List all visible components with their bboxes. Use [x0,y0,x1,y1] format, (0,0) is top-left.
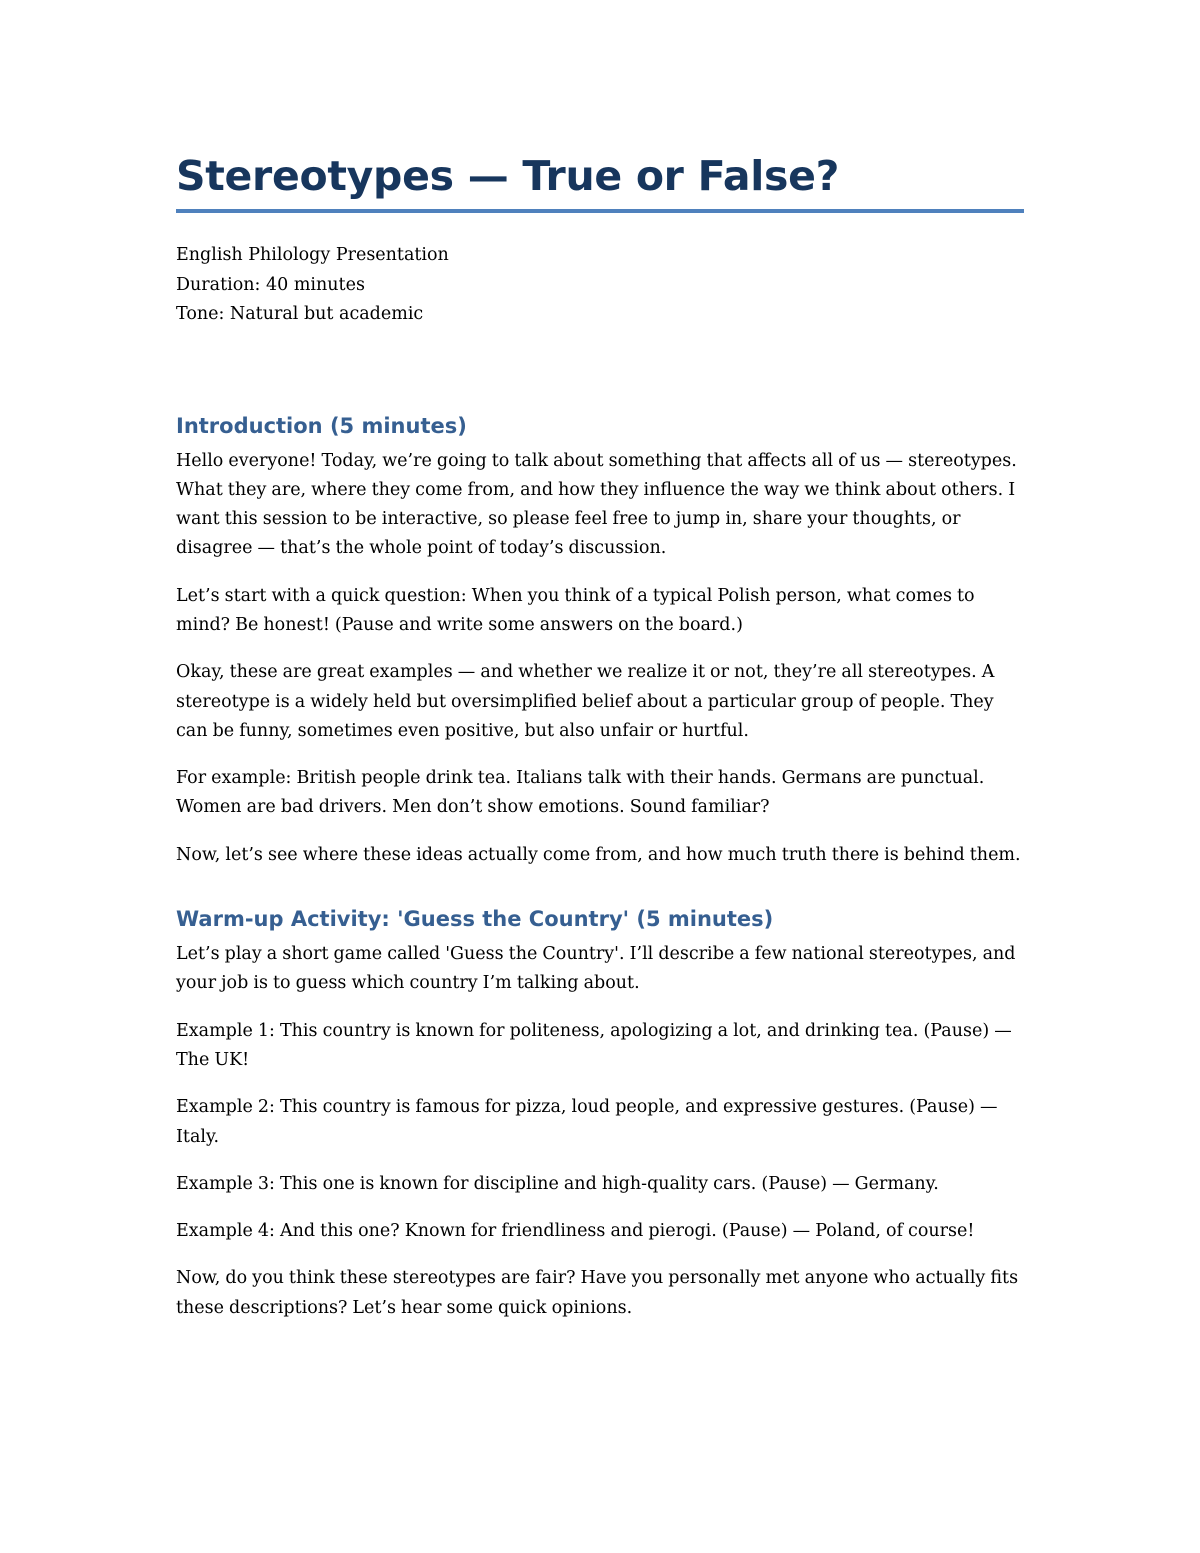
document-meta [176,241,1024,330]
paragraph: For example: British people drink tea. Italians talk with their hands. Germans are punctual. Women are bad drivers. Men don’t show emotions. Sound familiar? [176,768,985,818]
paragraph: Let’s start with a quick question: When you think of a typical Polish person, what comes to mind? Be honest! (Pause and write some answers on the board.) [176,585,975,635]
paragraph: Okay, these are great examples — and whether we realize it or not, they’re all stereotypes. A stereotype is a widely held but oversimplified belief about a particular group of people. They can be funny, sometimes even positive, but also unfair or hurtful. [176,662,995,741]
paragraph: Example 1: This country is known for politeness, apologizing a lot, and drinking tea. (Pause) — The UK! [176,1020,1012,1070]
meta-course: English Philology Presentation [176,245,449,265]
page-title: Stereotypes — True or False? [176,152,840,200]
meta-tone: Tone: Natural but academic [176,304,424,324]
paragraph: Now, let’s see where these ideas actually come from, and how much truth there is behind them. [176,844,1021,865]
title-divider [176,209,1024,213]
meta-duration: Duration: 40 minutes [176,274,365,295]
paragraph: Hello everyone! Today, we’re going to talk about something that affects all of us — stereotypes. What they are, where they come from, and how they influence the way we think about others. I want this session to be interactive, so please feel free to jump in, share your thoughts, or disagree — that’s the whole point of today’s discussion. [176,450,1017,559]
section-introduction [176,411,1024,871]
document-page [176,146,1024,1357]
paragraph: Example 2: This country is famous for pizza, loud people, and expressive gestures. (Pause) — Italy. [176,1097,998,1147]
section-heading: Warm-up Activity: 'Guess the Country' (5 minutes) [176,907,774,932]
section-heading: Introduction (5 minutes) [176,413,467,438]
section-warm-up-activity [176,904,1024,1323]
paragraph: Example 4: And this one? Known for friendliness and pierogi. (Pause) — Poland, of course! [176,1221,975,1242]
paragraph: Example 3: This one is known for discipline and high-quality cars. (Pause) — Germany. [176,1173,939,1194]
paragraph: Now, do you think these stereotypes are fair? Have you personally met anyone who actually fits these descriptions? Let’s hear some quick opinions. [176,1268,1019,1318]
paragraph: Let’s play a short game called 'Guess the Country'. I’ll describe a few national stereotypes, and your job is to guess which country I’m talking about. [176,944,1016,994]
